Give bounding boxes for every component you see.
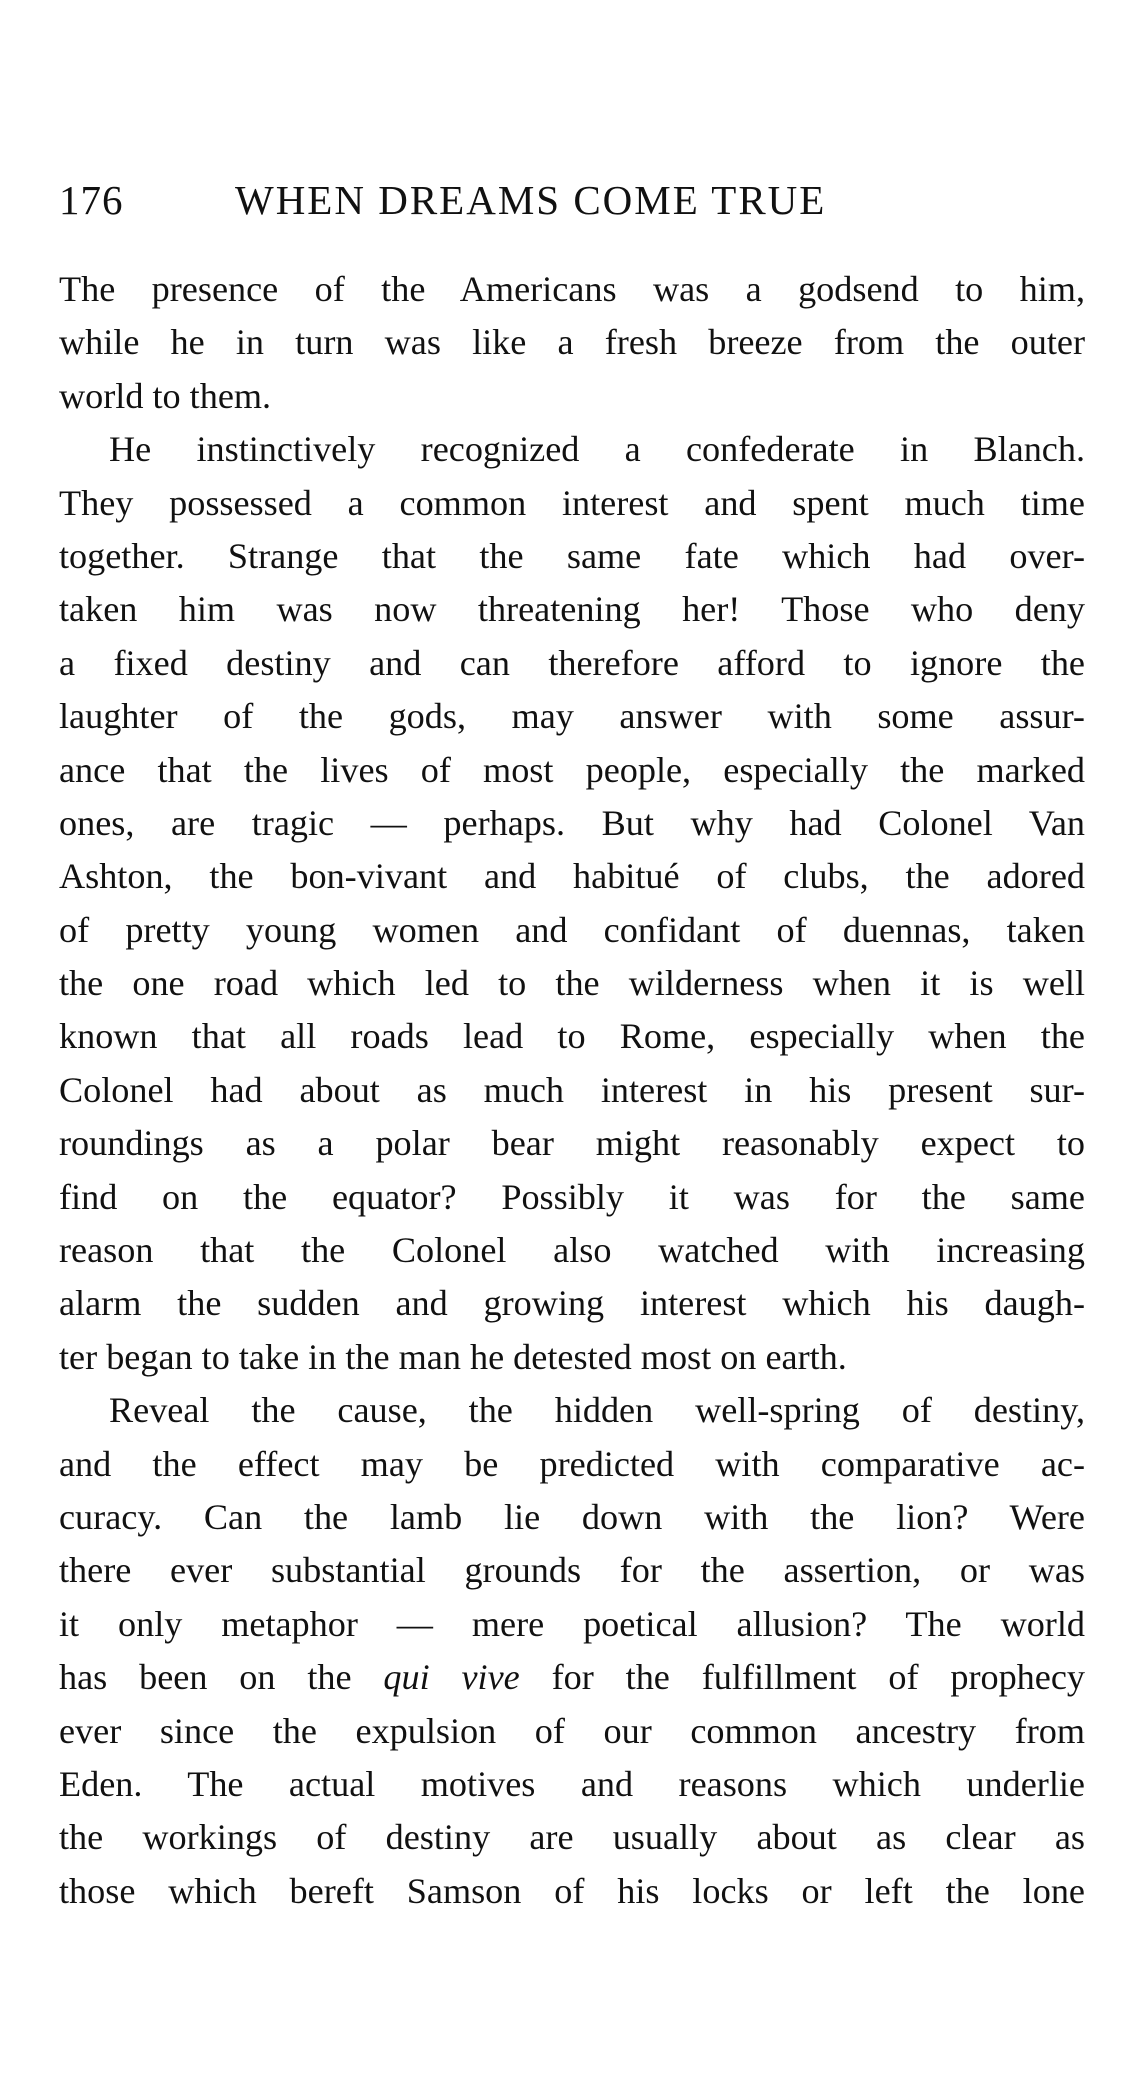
- text-line: the workings of destiny are usually about as clear as: [59, 1817, 1085, 1858]
- text-line: ever since the expulsion of our common ancestry from: [59, 1710, 1085, 1751]
- text-line: of pretty young women and confidant of duennas, taken: [59, 909, 1085, 950]
- text-line: curacy. Can the lamb lie down with the lion? Were: [59, 1496, 1085, 1537]
- text-line: Eden. The actual motives and reasons which underlie: [59, 1763, 1085, 1804]
- italic-phrase: qui vive: [383, 1657, 520, 1698]
- running-head: [59, 172, 1085, 228]
- text-line: laughter of the gods, may answer with some assur-: [59, 696, 1085, 737]
- text-line: ones, are tragic — perhaps. But why had Colonel Van: [59, 802, 1085, 843]
- text-line: while he in turn was like a fresh breeze from the outer: [59, 322, 1085, 363]
- body-text: [59, 263, 1085, 1918]
- text-line: taken him was now threatening her! Those who deny: [59, 589, 1085, 630]
- book-page: [59, 0, 1085, 2093]
- text-line: it only metaphor — mere poetical allusion? The world: [59, 1603, 1085, 1644]
- text-line: Reveal the cause, the hidden well-spring of destiny,: [109, 1390, 1085, 1431]
- text-line: roundings as a polar bear might reasonably expect to: [59, 1123, 1085, 1164]
- text-line: ance that the lives of most people, especially the marked: [59, 749, 1085, 790]
- text-segment: has been on the: [59, 1657, 384, 1698]
- text-line: find on the equator? Possibly it was for the same: [59, 1176, 1085, 1217]
- text-line: They possessed a common interest and spent much time: [59, 482, 1085, 523]
- text-line: the one road which led to the wilderness when it is well: [59, 963, 1085, 1004]
- text-line: He instinctively recognized a confederate in Blanch.: [109, 429, 1085, 470]
- text-line: Colonel had about as much interest in his present sur-: [59, 1069, 1085, 1110]
- text-segment: for the fulfillment of prophecy: [519, 1657, 1085, 1698]
- text-line: [59, 1651, 1085, 1704]
- text-line: alarm the sudden and growing interest which his daugh-: [59, 1283, 1085, 1324]
- text-line: reason that the Colonel also watched with increasing: [59, 1230, 1085, 1271]
- text-line: ter began to take in the man he detested most on earth.: [59, 1336, 847, 1377]
- text-line: Ashton, the bon-vivant and habitué of clubs, the adored: [59, 856, 1085, 897]
- text-line: those which bereft Samson of his locks or left the lone: [59, 1870, 1085, 1911]
- text-line: there ever substantial grounds for the assertion, or was: [59, 1550, 1085, 1591]
- text-line: a fixed destiny and can therefore afford to ignore the: [59, 642, 1085, 683]
- running-title: WHEN DREAMS COME TRUE: [235, 177, 827, 223]
- text-line: together. Strange that the same fate which had over-: [59, 535, 1085, 576]
- page-number: 176: [59, 177, 124, 223]
- text-line: and the effect may be predicted with comparative ac-: [59, 1443, 1085, 1484]
- text-line: The presence of the Americans was a godsend to him,: [59, 269, 1085, 309]
- text-line: world to them.: [59, 375, 272, 416]
- text-line: known that all roads lead to Rome, especially when the: [59, 1016, 1085, 1057]
